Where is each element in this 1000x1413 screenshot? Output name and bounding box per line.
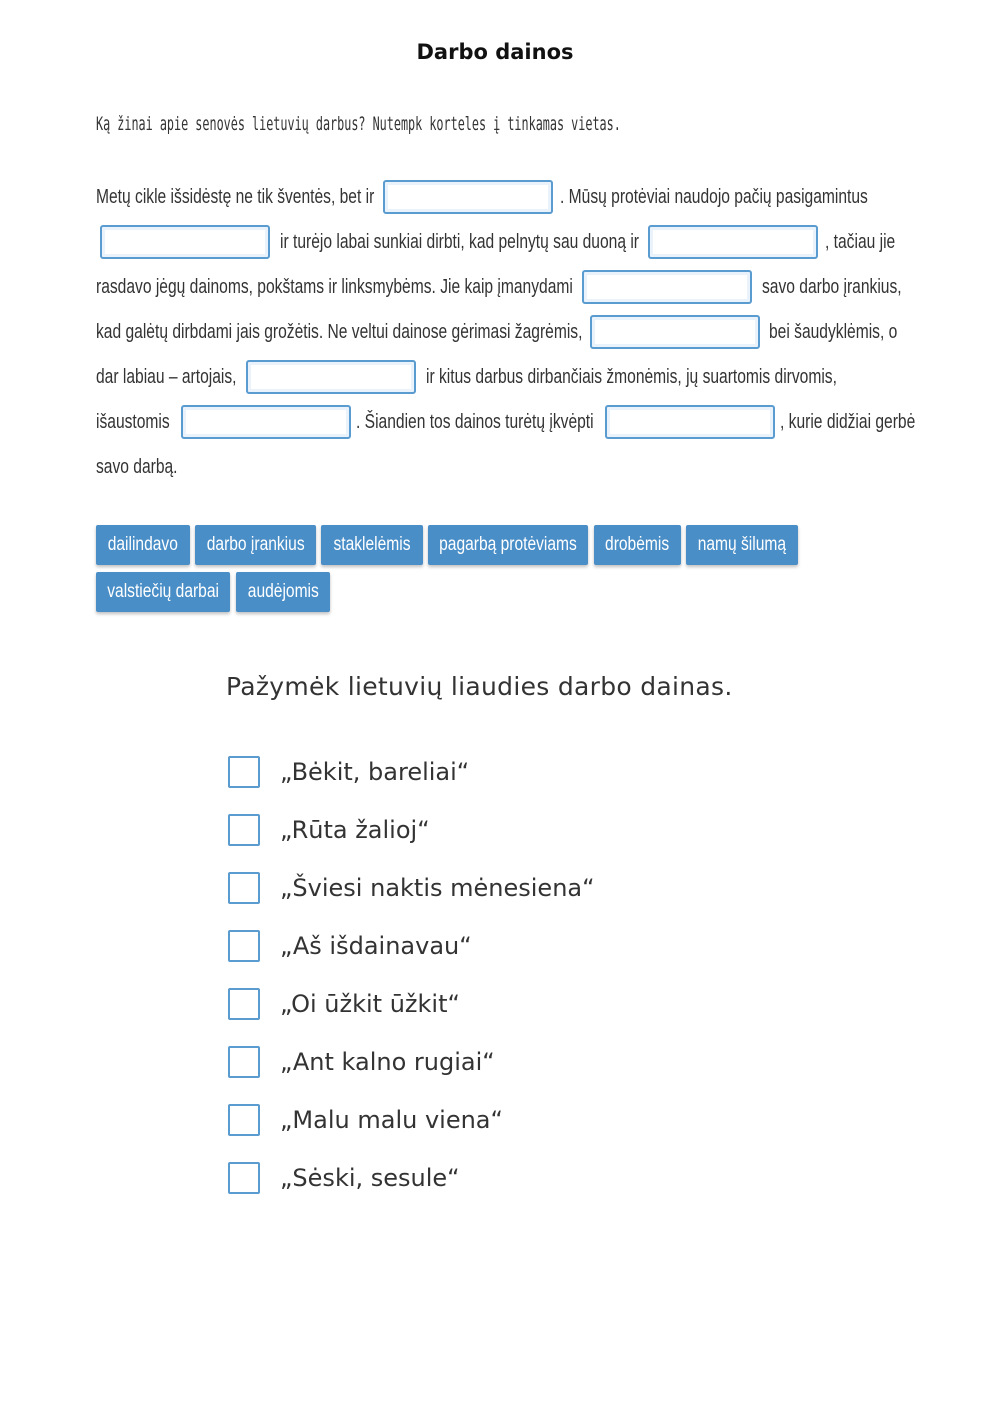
drop-zone-6[interactable] [246, 360, 416, 394]
paragraph-line-7 [96, 447, 201, 487]
paragraph-line-5b [426, 357, 953, 397]
option-label: „Malu malu viena“ [280, 1106, 503, 1134]
drop-zone-3[interactable] [648, 225, 818, 259]
paragraph-line-6 [96, 402, 190, 442]
page-title: Darbo dainos [416, 40, 574, 64]
paragraph-text: kad galėtų dirbdami jais grožėtis. Ne veltui dainose gėrimasi žagrėmis, [96, 320, 583, 343]
card-dailindavo[interactable]: dailindavo [96, 525, 190, 565]
option-1[interactable] [228, 754, 469, 790]
drop-zone-2[interactable] [100, 225, 270, 259]
instruction-text: Ką žinai apie senovės lietuvių darbus? Nutempk korteles į tinkamas vietas. [96, 113, 621, 135]
option-6[interactable] [228, 1044, 495, 1080]
card-pagarba-proteviams[interactable]: pagarbą protėviams [428, 525, 588, 565]
checkbox[interactable] [228, 930, 260, 962]
option-4[interactable] [228, 928, 472, 964]
option-label: „Rūta žalioj“ [280, 816, 430, 844]
paragraph-line-6c [780, 402, 953, 442]
paragraph-text: savo darbą. [96, 455, 178, 478]
option-8[interactable] [228, 1160, 460, 1196]
drop-zone-7[interactable] [181, 405, 351, 439]
paragraph-line-1b [560, 177, 955, 217]
checkbox[interactable] [228, 988, 260, 1020]
paragraph-text: dar labiau – artojais, [96, 365, 237, 388]
paragraph-text: . Mūsų protėviai naudojo pačių pasigamintus [560, 185, 868, 208]
drop-zone-8[interactable] [605, 405, 775, 439]
option-label: „Oi ūžkit ūžkit“ [280, 990, 460, 1018]
card-audejomis[interactable]: audėjomis [236, 572, 330, 612]
checkbox[interactable] [228, 1104, 260, 1136]
paragraph-text: . Šiandien tos dainos turėtų įkvėpti [356, 410, 594, 433]
option-5[interactable] [228, 986, 460, 1022]
paragraph-text: rasdavo jėgų dainoms, pokštams ir linksmybėms. Jie kaip įmanydami [96, 275, 573, 298]
checkbox[interactable] [228, 756, 260, 788]
paragraph-text: Metų cikle išsidėstę ne tik šventės, bet ir [96, 185, 375, 208]
option-3[interactable] [228, 870, 595, 906]
option-2[interactable] [228, 812, 430, 848]
option-label: „Šviesi naktis mėnesiena“ [280, 874, 595, 902]
card-namu-siluma[interactable]: namų šilumą [686, 525, 798, 565]
drop-zone-1[interactable] [383, 180, 553, 214]
paragraph-text: bei šaudyklėmis, o [769, 320, 898, 343]
paragraph-text: išaustomis [96, 410, 170, 433]
option-label: „Sėski, sesule“ [280, 1164, 460, 1192]
option-label: „Bėkit, bareliai“ [280, 758, 470, 786]
card-valstieciu-darbai[interactable]: valstiečių darbai [96, 572, 230, 612]
checkbox[interactable] [228, 1162, 260, 1194]
checkbox[interactable] [228, 1046, 260, 1078]
paragraph-text: , kurie didžiai gerbė [780, 410, 916, 433]
paragraph-text: savo darbo įrankius, [762, 275, 902, 298]
drop-zone-4[interactable] [582, 270, 752, 304]
paragraph-line-3b [762, 267, 941, 307]
quiz-title: Pažymėk lietuvių liaudies darbo dainas. [226, 672, 733, 701]
paragraph-text: ir kitus darbus dirbančiais žmonėmis, jų suartomis dirvomis, [426, 365, 837, 388]
drop-zone-5[interactable] [590, 315, 760, 349]
card-staklelemis[interactable]: staklelėmis [321, 525, 423, 565]
card-darbo-irankius[interactable]: darbo įrankius [195, 525, 316, 565]
paragraph-text: , tačiau jie [825, 230, 896, 253]
option-7[interactable] [228, 1102, 503, 1138]
paragraph-text: ir turėjo labai sunkiai dirbti, kad pelnytų sau duoną ir [280, 230, 640, 253]
option-label: „Ant kalno rugiai“ [280, 1048, 495, 1076]
checkbox[interactable] [228, 814, 260, 846]
paragraph-line-4b [769, 312, 934, 352]
card-drobemis[interactable]: drobėmis [594, 525, 681, 565]
checkbox[interactable] [228, 872, 260, 904]
paragraph-line-2b [825, 222, 915, 262]
option-label: „Aš išdainavau“ [280, 932, 472, 960]
